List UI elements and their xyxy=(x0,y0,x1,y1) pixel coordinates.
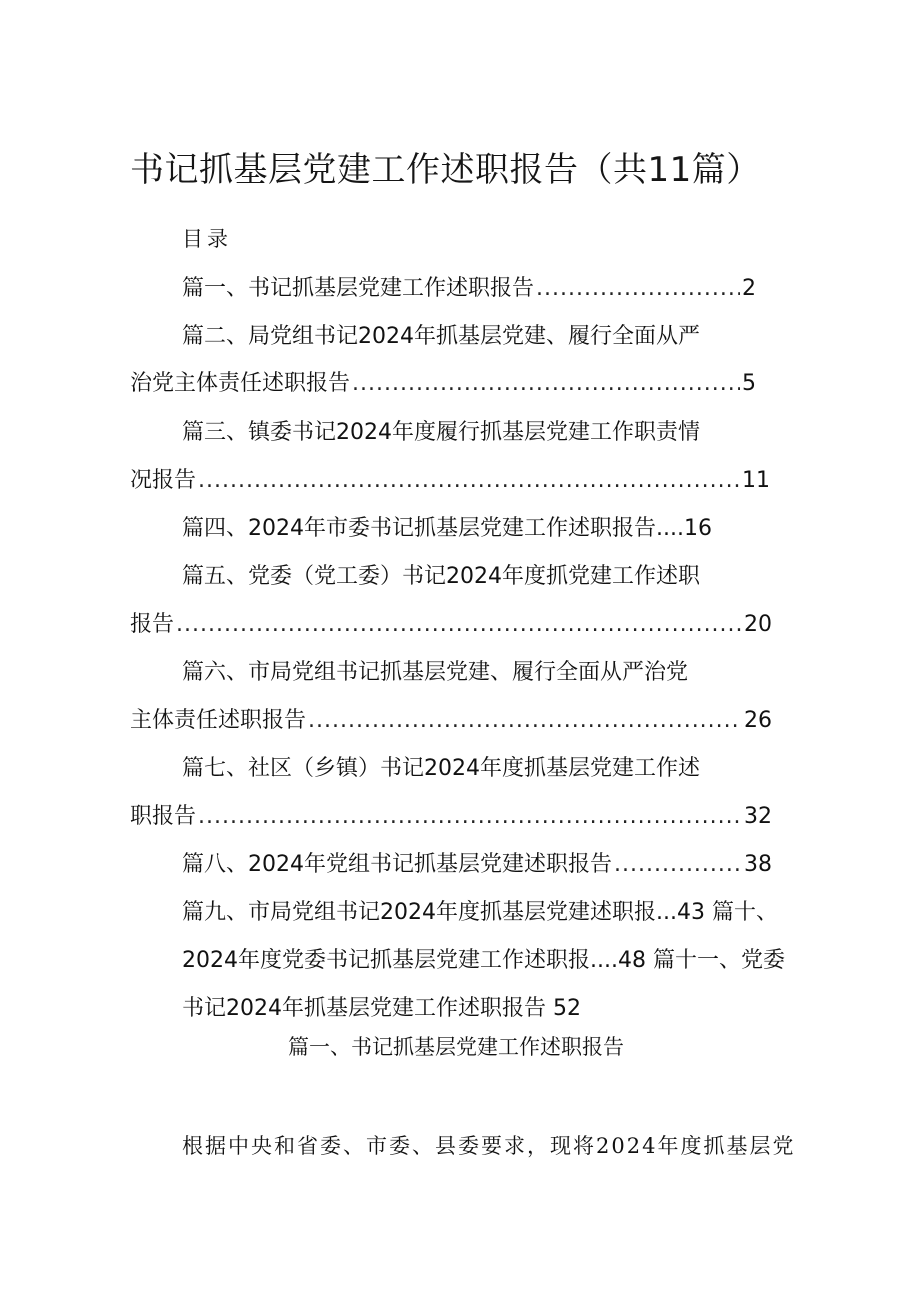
toc-entry-label: 篇八、2024年党组书记抓基层党建述职报告 xyxy=(182,852,612,877)
toc-page-number: 20 xyxy=(744,612,772,637)
toc-leader-dots xyxy=(308,704,742,738)
toc-leader-dots xyxy=(198,800,742,834)
toc-entry-6-line1[interactable]: 篇六、市局党组书记抓基层党建、履行全面从严治党 xyxy=(182,660,689,685)
toc-page-number: 38 xyxy=(744,852,772,877)
toc-entry-7-line2[interactable] xyxy=(130,800,772,834)
body-paragraph: 根据中央和省委、市委、县委要求，现将2024年度抓基层党 xyxy=(182,1134,796,1158)
toc-entry-label: 报告 xyxy=(130,612,175,637)
toc-entry-3-line2[interactable] xyxy=(130,464,770,498)
toc-entry-10-11[interactable]: 2024年度党委书记抓基层党建工作述职报....48 篇十一、党委 xyxy=(182,948,785,973)
toc-entry-label: 主体责任述职报告 xyxy=(130,708,307,733)
toc-entry-8[interactable] xyxy=(182,848,772,882)
toc-entry-2-line1[interactable]: 篇二、局党组书记2024年抓基层党建、履行全面从严 xyxy=(182,324,700,349)
toc-page-number: 5 xyxy=(742,371,756,396)
document-title: 书记抓基层党建工作述职报告（共11篇） xyxy=(130,150,761,190)
toc-leader-dots xyxy=(198,464,740,498)
toc-entry-label: 篇一、书记抓基层党建工作述职报告 xyxy=(182,276,535,301)
toc-leader-dots xyxy=(536,272,740,306)
toc-entry-label: 况报告 xyxy=(130,468,197,493)
toc-entry-5-line1[interactable]: 篇五、党委（党工委）书记2024年度抓党建工作述职 xyxy=(182,564,700,589)
toc-entry-4[interactable]: 篇四、2024年市委书记抓基层党建工作述职报告....16 xyxy=(182,516,712,541)
toc-leader-dots xyxy=(176,608,742,642)
toc-entry-6-line2[interactable] xyxy=(130,704,772,738)
toc-heading: 目录 xyxy=(182,227,232,251)
toc-page-number: 32 xyxy=(744,804,772,829)
section-title: 篇一、书记抓基层党建工作述职报告 xyxy=(288,1035,624,1059)
toc-entry-3-line1[interactable]: 篇三、镇委书记2024年度履行抓基层党建工作职责情 xyxy=(182,420,700,445)
toc-entry-1[interactable] xyxy=(182,272,756,306)
toc-leader-dots xyxy=(352,367,740,401)
toc-page-number: 11 xyxy=(742,468,770,493)
toc-entry-7-line1[interactable]: 篇七、社区（乡镇）书记2024年度抓基层党建工作述 xyxy=(182,756,700,781)
toc-entry-9-10[interactable]: 篇九、市局党组书记2024年度抓基层党建述职报...43 篇十、 xyxy=(182,900,778,925)
toc-page-number: 2 xyxy=(742,276,756,301)
toc-entry-label: 职报告 xyxy=(130,804,197,829)
toc-entry-2-line2[interactable] xyxy=(130,367,756,401)
toc-entry-11[interactable]: 书记2024年抓基层党建工作述职报告 52 xyxy=(182,996,581,1021)
toc-leader-dots xyxy=(614,848,742,882)
toc-entry-5-line2[interactable] xyxy=(130,608,772,642)
toc-page-number: 26 xyxy=(744,708,772,733)
toc-entry-label: 治党主体责任述职报告 xyxy=(130,371,351,396)
